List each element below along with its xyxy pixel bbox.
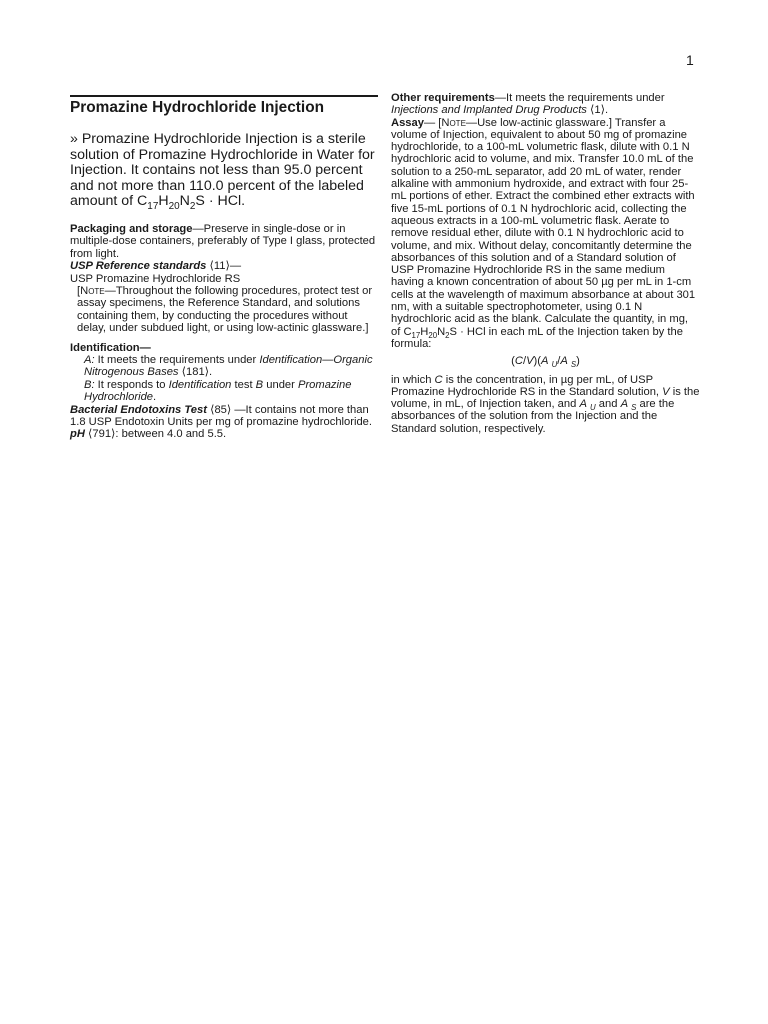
packaging-section: Packaging and storage—Preserve in single-dose or in multiple-dose containers, preferably of Type I glass, protected from light. — [70, 222, 376, 260]
left-column — [70, 95, 378, 441]
assay-formula: (C/V)(A $_U$/A $_S$) — [511, 355, 580, 370]
right-column — [391, 92, 700, 435]
page-number: 1 — [686, 52, 694, 68]
other-requirements-section: Other requirements—It meets the requirements under Injections and Implanted Drug Products ⟨1⟩. — [391, 92, 665, 117]
monograph-title: Promazine Hydrochloride Injection — [70, 95, 378, 118]
identification-b: B: It responds to Identification test B under Promazine Hydrochloride. — [84, 378, 352, 404]
endotoxins-section: Bacterial Endotoxins Test ⟨85⟩ —It contains not more than 1.8 USP Endotoxin Units per mg of promazine hydrochloride. — [70, 403, 373, 429]
identification-heading: Identification— — [70, 341, 151, 354]
usp-reference-item: USP Promazine Hydrochloride RS — [70, 272, 241, 285]
identification-a: A: It meets the requirements under Identification—Organic Nitrogenous Bases ⟨181⟩. — [84, 354, 373, 379]
usp-reference-note: [Note—Throughout the following procedures, protect test or assay specimens, the Reference Standard, and solutions containing them, by conducting the procedures without delay, under subdued light, or using low-actinic glassware.] — [77, 285, 373, 335]
formula-definitions: in which C is the concentration, in µg per mL, of USP Promazine Hydrochloride RS in the Standard solution, V is the volume, in mL, of Injection taken, and A $_U$ and A $_S$ are the absorbances of the solution from the Injection and the Standard solution, respectively. — [391, 373, 700, 435]
ph-section: pH ⟨791⟩: between 4.0 and 5.5. — [70, 428, 227, 441]
monograph-intro: » Promazine Hydrochloride Injection is a sterile solution of Promazine Hydrochloride in Water for Injection. It contains not less than 95.0 percent and not more than 110.0 percent of the labeled amount of $C_{17}H_{20}N_2S$ · HCl. — [70, 131, 375, 213]
packaging-label: Packaging and storage — [70, 222, 193, 235]
usp-reference-heading: USP Reference standards ⟨11⟩— — [70, 260, 242, 273]
assay-section: Assay— [Note—Use low-actinic glassware.] Transfer a volume of Injection, equivalent to about 50 mg of promazine hydrochloride, to a 100-mL volumetric flask, dilute with 0.1 N hydrochloric acid to volume, and mix. Transfer 10.0 mL of the solution to a 250-mL separator, add 20 mL of water, render alkaline with ammonium hydroxide, and extract with four 25-mL portions of ether. Extract the combined ether extracts with five 15-mL portions of 0.1 N hydrochloric acid, collecting the aqueous extracts in a 100-mL volumetric flask. Aerate to remove residual ether, dilute with 0.1 N hydrochloric acid to volume, and mix. Without delay, concomitantly determine the absorbances of this solution and of a Standard solution of USP Promazine Hydrochloride RS in the same medium having a known concentration of about 50 µg per mL in 1-cm cells at the wavelength of maximum absorbance at about 301 nm, with a suitable spectrophotometer, using 0.1 N hydrochloric acid as the blank. Calculate the quantity, in mg, of $C_{17}H_{20}N_2S$ · HCl in each mL of the Injection taken by the formula: — [391, 116, 696, 350]
